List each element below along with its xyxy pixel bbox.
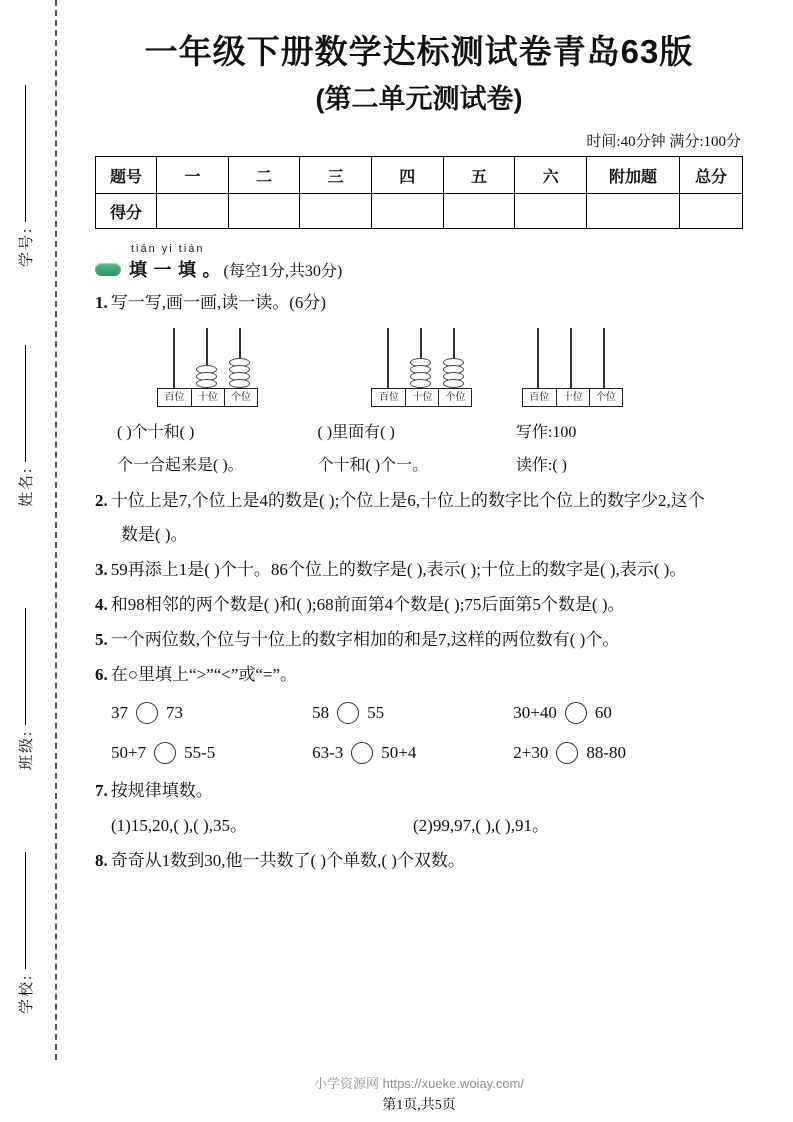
abacus-1 bbox=[157, 328, 258, 407]
score-header-cell-4: 四 bbox=[371, 157, 443, 194]
abacus-wire bbox=[570, 328, 572, 388]
footer-site-link: 小学资源网 https://xueke.woiay.com/ bbox=[314, 1076, 524, 1091]
question-1-text: 写一写,画一画,读一读。(6分) bbox=[110, 293, 327, 312]
place-label: 个位 bbox=[438, 389, 471, 406]
question-3 bbox=[95, 553, 715, 587]
score-header-cell-5: 五 bbox=[443, 157, 515, 194]
abacus-bead bbox=[443, 379, 464, 388]
comparison-right-value: 60 bbox=[594, 702, 612, 722]
abacus-row bbox=[95, 328, 715, 412]
question-8-number: 8. bbox=[95, 850, 108, 870]
comparison-item bbox=[111, 733, 312, 773]
score-empty-cell-7 bbox=[587, 194, 680, 229]
comparison-left-value: 58 bbox=[312, 702, 330, 722]
student-name-field bbox=[12, 345, 38, 507]
question-6 bbox=[95, 658, 715, 692]
comparison-item bbox=[312, 693, 513, 733]
question-7 bbox=[95, 774, 715, 808]
abacus-1-rod-3 bbox=[223, 328, 256, 388]
place-label: 十位 bbox=[191, 389, 224, 406]
student-id-blank-line bbox=[25, 85, 26, 222]
caption-line: ( )个十和( ) bbox=[117, 423, 195, 441]
compare-row-1 bbox=[111, 693, 715, 733]
abacus-bead bbox=[196, 379, 217, 388]
abacus-2-rod-1 bbox=[371, 328, 404, 388]
q7-parts bbox=[111, 809, 715, 843]
score-table-score-row bbox=[96, 194, 743, 229]
question-4 bbox=[95, 588, 715, 622]
abacus-caption-3 bbox=[508, 416, 714, 483]
comparison-right-value: 50+4 bbox=[381, 742, 417, 762]
comparison-left-value: 30+40 bbox=[513, 702, 557, 722]
abacus-slot-1 bbox=[95, 328, 301, 412]
place-label: 百位 bbox=[378, 391, 399, 403]
compare-row-2 bbox=[111, 733, 715, 773]
question-3-text: 59再添上1是( )个十。86个位上的数字是( ),表示( );十位上的数字是( ),表示( )。 bbox=[110, 559, 687, 579]
school-field bbox=[12, 852, 38, 1014]
q7-part-2: (2)99,97,( ),( ),91。 bbox=[413, 815, 549, 835]
caption-line: 个一合起来是( )。 bbox=[117, 457, 244, 475]
place-label: 十位 bbox=[556, 389, 589, 406]
section-one-badge-icon bbox=[95, 263, 121, 276]
place-label: 十位 bbox=[405, 389, 438, 406]
question-list bbox=[95, 286, 715, 878]
abacus-2 bbox=[371, 328, 472, 407]
comparison-item bbox=[312, 733, 513, 773]
question-8 bbox=[95, 844, 715, 878]
score-empty-cell-4 bbox=[371, 194, 443, 229]
footer-page-number: 第1页,共5页 bbox=[382, 1098, 456, 1113]
comparison-answer-circle bbox=[337, 702, 359, 724]
section-one bbox=[95, 243, 743, 282]
question-6-number: 6. bbox=[95, 664, 108, 684]
question-5-number: 5. bbox=[95, 629, 108, 649]
abacus-1-rod-1 bbox=[157, 328, 190, 388]
comparison-answer-circle bbox=[136, 702, 158, 724]
comparison-left-value: 50+7 bbox=[111, 742, 147, 762]
abacus-3 bbox=[522, 328, 623, 407]
abacus-caption-2 bbox=[301, 416, 507, 483]
question-7-text: 按规律填数。 bbox=[110, 780, 213, 800]
question-6-text: 在○里填上“>”“<”或“=”。 bbox=[110, 664, 298, 684]
abacus-wire bbox=[537, 328, 539, 388]
place-label: 个位 bbox=[224, 389, 257, 406]
score-header-cell-2: 二 bbox=[228, 157, 300, 194]
place-label: 个位 bbox=[589, 389, 622, 406]
score-empty-cell-3 bbox=[300, 194, 372, 229]
score-header-cell-7: 附加题 bbox=[587, 157, 680, 194]
comparison-left-value: 2+30 bbox=[513, 742, 549, 762]
comparison-left-value: 37 bbox=[111, 702, 128, 722]
abacus-2-rod-2 bbox=[404, 328, 437, 388]
paper-content bbox=[95, 22, 743, 879]
score-empty-cell-1 bbox=[157, 194, 229, 229]
class-field bbox=[12, 608, 38, 770]
section-pinyin: tián yi tián bbox=[131, 243, 205, 255]
abacus-bead bbox=[229, 379, 250, 388]
score-empty-cell-2 bbox=[228, 194, 300, 229]
caption-line: 写作:100 bbox=[515, 423, 577, 441]
caption-line: 个十和( )个一。 bbox=[317, 457, 429, 475]
section-note: (每空1分,共30分) bbox=[223, 262, 343, 280]
binding-dashed-line bbox=[55, 0, 57, 1060]
student-name-blank-line bbox=[25, 345, 26, 462]
question-2-text: 十位上是7,个位上是4的数是( );个位上是6,十位上的数字比个位上的数字少2,这个数是( )。 bbox=[110, 490, 705, 544]
question-5-text: 一个两位数,个位与十位上的数字相加的和是7,这样的两位数有( )个。 bbox=[110, 629, 620, 649]
abacus-wire bbox=[387, 328, 389, 388]
abacus-bead bbox=[410, 379, 431, 388]
comparison-answer-circle bbox=[154, 742, 176, 764]
comparison-answer-circle bbox=[556, 742, 578, 764]
caption-line: 读作:( ) bbox=[515, 457, 568, 475]
student-id-field bbox=[12, 85, 38, 267]
abacus-3-rod-1 bbox=[522, 328, 555, 388]
question-1-number: 1. bbox=[95, 293, 108, 312]
section-title: 填 一 填 。 bbox=[129, 260, 222, 280]
score-empty-cell-5 bbox=[443, 194, 515, 229]
q7-part-1: (1)15,20,( ),( ),35。 bbox=[111, 815, 247, 835]
score-table-header-row bbox=[96, 157, 743, 194]
place-value-box bbox=[157, 388, 258, 407]
paper-subtitle: (第二单元测试卷) bbox=[315, 84, 523, 114]
student-name-label: 姓名: bbox=[18, 466, 35, 507]
question-7-number: 7. bbox=[95, 780, 108, 800]
abacus-slot-2 bbox=[301, 328, 507, 412]
class-label: 班级: bbox=[18, 729, 35, 770]
paper-title: 一年级下册数学达标测试卷青岛63版 bbox=[144, 33, 694, 70]
abacus-1-rod-2 bbox=[190, 328, 223, 388]
school-blank-line bbox=[25, 852, 26, 969]
question-4-number: 4. bbox=[95, 594, 108, 614]
question-8-text: 奇奇从1数到30,他一共数了( )个单数,( )个双数。 bbox=[110, 850, 465, 870]
caption-line: ( )里面有( ) bbox=[317, 423, 395, 441]
school-label: 学校: bbox=[18, 973, 35, 1014]
comparison-right-value: 55 bbox=[367, 702, 385, 722]
score-empty-cell-6 bbox=[515, 194, 587, 229]
score-header-cell-6: 六 bbox=[515, 157, 587, 194]
abacus-3-rod-2 bbox=[555, 328, 588, 388]
question-5 bbox=[95, 623, 715, 657]
comparison-item bbox=[111, 693, 312, 733]
place-label: 百位 bbox=[164, 391, 185, 403]
score-table bbox=[95, 156, 743, 229]
time-score-meta: 时间:40分钟 满分:100分 bbox=[586, 134, 741, 150]
score-header-cell-3: 三 bbox=[300, 157, 372, 194]
question-1 bbox=[95, 286, 715, 320]
question-3-number: 3. bbox=[95, 559, 108, 579]
score-empty-cell-8 bbox=[680, 194, 743, 229]
question-2-number: 2. bbox=[95, 490, 108, 510]
comparison-right-value: 88-80 bbox=[586, 742, 627, 762]
comparison-answer-circle bbox=[565, 702, 587, 724]
score-header-cell-0: 题号 bbox=[96, 157, 157, 194]
place-label: 百位 bbox=[529, 391, 550, 403]
student-id-label: 学号: bbox=[18, 226, 35, 267]
score-header-cell-1: 一 bbox=[157, 157, 229, 194]
comparison-item bbox=[513, 693, 714, 733]
abacus-3-rod-3 bbox=[588, 328, 621, 388]
place-value-box bbox=[371, 388, 472, 407]
comparison-right-value: 55-5 bbox=[184, 742, 216, 762]
abacus-2-rod-3 bbox=[437, 328, 470, 388]
abacus-caption-1 bbox=[95, 416, 301, 483]
abacus-wire bbox=[603, 328, 605, 388]
comparison-right-value: 73 bbox=[166, 702, 183, 722]
abacus-slot-3 bbox=[508, 328, 714, 412]
question-2 bbox=[95, 484, 715, 552]
score-label-cell: 得分 bbox=[96, 194, 157, 229]
abacus-captions bbox=[95, 416, 715, 483]
comparison-answer-circle bbox=[351, 742, 373, 764]
question-4-text: 和98相邻的两个数是( )和( );68前面第4个数是( );75后面第5个数是( )。 bbox=[110, 594, 625, 614]
comparison-left-value: 63-3 bbox=[312, 742, 344, 762]
class-blank-line bbox=[25, 608, 26, 725]
score-header-cell-8: 总分 bbox=[680, 157, 743, 194]
place-value-box bbox=[522, 388, 623, 407]
comparison-item bbox=[513, 733, 714, 773]
abacus-wire bbox=[173, 328, 175, 388]
